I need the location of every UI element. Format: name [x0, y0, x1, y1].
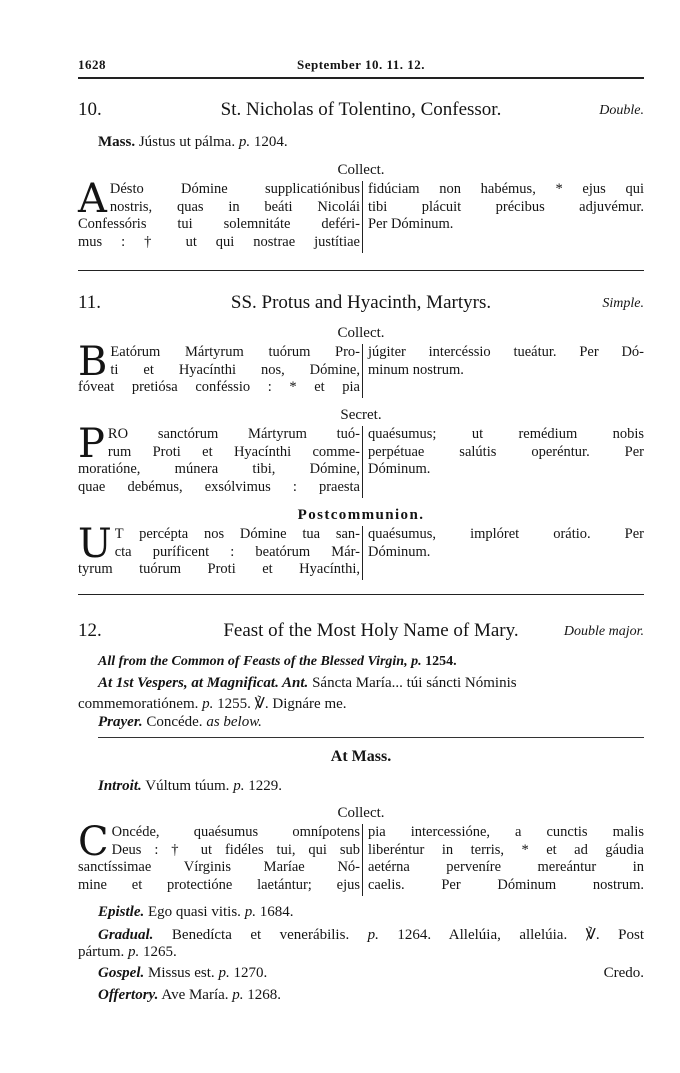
running-title: September 10. 11. 12. [297, 57, 425, 72]
feast-title: Feast of the Most Holy Name of Mary. [223, 620, 519, 641]
feast-rank: Simple. [602, 296, 644, 311]
feast-rank: Double major. [563, 624, 644, 639]
collect-left: C Oncéde, quaésumus omnípotens Deus : † ut fidéles tui, qui sub sanctíssimae Vírginis Maríae Nó- mine et protectióne laetántur; ejus [78, 819, 360, 893]
feast-number: 10. [78, 99, 102, 120]
feast-number: 12. [78, 620, 102, 641]
introit-line: Introit. Vúltum túum. p. 1229. [98, 778, 282, 794]
collect-left: A Désto Dómine supplicatiónibus nostris, quas in beáti Nicolái Confessóris tui solemnitáte deféri- mus : † ut qui nostrae justítiae [78, 176, 360, 250]
drop-cap: P [78, 421, 105, 467]
secret-right: quaésumus; ut remédium nobis perpétuae salútis operéntur. Per Dóminum. [368, 426, 644, 477]
collect-left: B Eatórum Mártyrum tuórum Pro- ti et Hyacínthi nos, Dómine, fóveat pretiósa conféssio : * et pia [78, 339, 360, 395]
at-mass-heading: At Mass. [330, 748, 392, 765]
prayer-line: Prayer. Concéde. as below. [98, 714, 262, 730]
collect-heading: Collect. [337, 325, 385, 341]
vespers-line: At 1st Vespers, at Magnificat. Ant. Sáncta María... túi sáncti Nóminis [98, 675, 517, 691]
column-divider [362, 824, 363, 896]
postcommunion-right: quaésumus, implóret orátio. Per Dóminum. [368, 526, 644, 560]
column-divider [362, 426, 363, 498]
collect-right: pia intercessióne, a cunctis malis liberéntur in terris, * et ad gáudia aetérna perveníre mereántur in caelis. Per Dóminum nostrum. [368, 824, 644, 893]
all-from-line: All from the Common of Feasts of the Blessed Virgin, p. 1254. [98, 654, 457, 669]
postcommunion-heading: Postcommunion. [297, 507, 425, 523]
section-rule [78, 594, 644, 595]
page-header [78, 57, 644, 77]
vespers-line-2: commemoratiónem. p. 1255. ℣. Dignáre me. [78, 696, 347, 712]
drop-cap: A [78, 176, 107, 222]
column-divider [362, 344, 363, 398]
gradual-line-2: pártum. p. 1265. [78, 944, 177, 960]
secret-heading: Secret. [340, 407, 382, 423]
drop-cap: U [78, 521, 112, 567]
offertory-line: Offertory. Ave María. p. 1268. [98, 987, 282, 1003]
credo-marker: Credo. [603, 965, 644, 981]
drop-cap: B [78, 339, 108, 385]
feast-10-heading [78, 99, 644, 123]
feast-12-heading [78, 620, 644, 644]
feast-rank: Double. [599, 103, 644, 118]
column-divider [362, 526, 363, 580]
collect-heading: Collect. [337, 162, 385, 178]
epistle-line: Epistle. Ego quasi vitis. p. 1684. [98, 904, 294, 920]
feast-title: St. Nicholas of Tolentino, Confessor. [220, 99, 502, 120]
collect-right: júgiter intercéssio tueátur. Per Dó- minum nostrum. [368, 344, 644, 378]
postcommunion-left: U T percépta nos Dómine tua san- cta puríficent : beatórum Már- tyrum tuórum Proti et Hyacínthi, [78, 521, 360, 577]
gradual-line: Gradual. Benedícta et venerábilis. p. 1264. Allelúia, allelúia. ℣. Post [98, 927, 644, 943]
column-divider [362, 181, 363, 253]
feast-number: 11. [78, 292, 102, 313]
collect-heading: Collect. [337, 805, 385, 821]
short-rule [98, 737, 644, 738]
feast-11-heading [78, 292, 644, 316]
drop-cap: C [78, 819, 109, 865]
collect-right: fidúciam non habémus, * ejus qui tibi plácuit précibus adjuvémur. Per Dóminum. [368, 181, 644, 232]
header-rule [78, 77, 644, 79]
gospel-line: Gospel. Missus est. p. 1270. [98, 965, 268, 981]
mass-line: Mass. Jústus ut pálma. p. 1204. [98, 134, 288, 150]
secret-left: P RO sanctórum Mártyrum tuó- rum Proti et Hyacínthi comme- moratióne, múnera tibi, Dómine, quae debémus, exsólvimus : praesta [78, 421, 360, 495]
section-rule [78, 270, 644, 271]
feast-title: SS. Protus and Hyacinth, Martyrs. [230, 292, 492, 313]
page-number: 1628 [78, 57, 106, 72]
